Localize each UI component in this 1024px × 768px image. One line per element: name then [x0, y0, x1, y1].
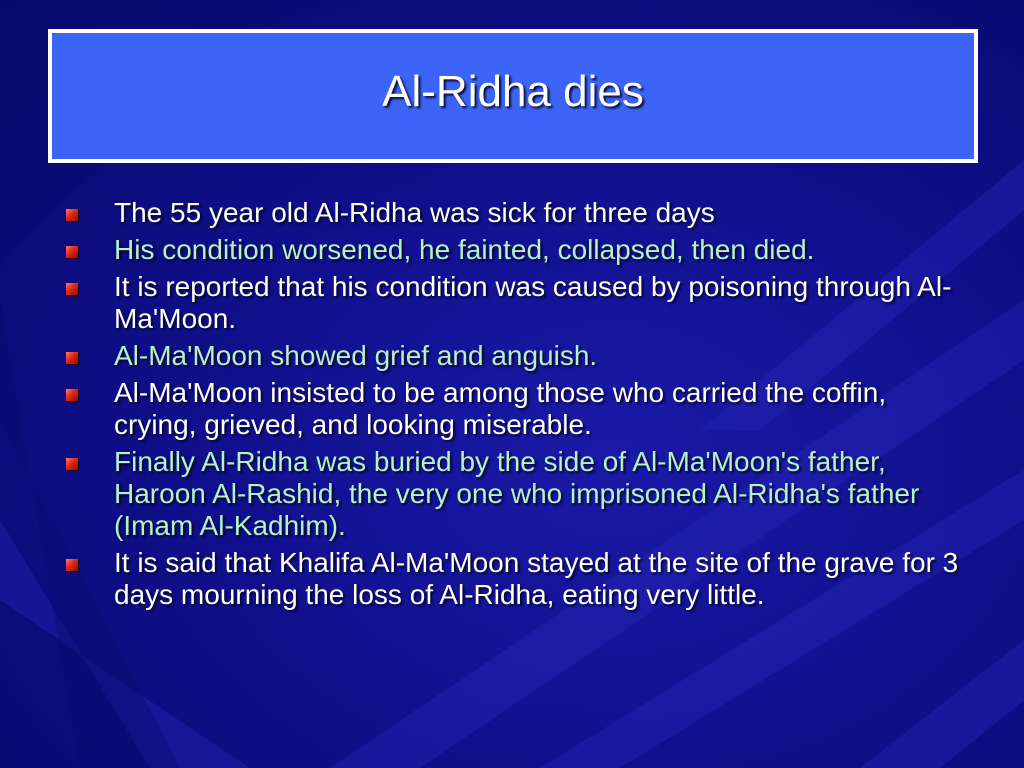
bullet-text: Finally Al-Ridha was buried by the side of Al-Ma'Moon's father, Haroon Al-Rashid, the very one who imprisoned Al-Ridha's father (Imam Al-Kadhim).	[114, 446, 920, 541]
slide-title: Al-Ridha dies	[382, 67, 644, 116]
red-square-bullet-icon	[66, 389, 78, 401]
bullet-item	[62, 547, 972, 611]
red-square-bullet-icon	[66, 246, 78, 258]
bullet-item	[62, 271, 972, 335]
red-square-bullet-icon	[66, 283, 78, 295]
bullet-text: The 55 year old Al-Ridha was sick for three days	[114, 197, 715, 228]
red-square-bullet-icon	[66, 458, 78, 470]
bullet-item	[62, 377, 972, 441]
red-square-bullet-icon	[66, 352, 78, 364]
bullet-item	[62, 340, 972, 372]
bullet-item	[62, 446, 972, 542]
bullet-text: His condition worsened, he fainted, collapsed, then died.	[114, 234, 815, 265]
bullet-text: Al-Ma'Moon showed grief and anguish.	[114, 340, 598, 371]
title-box	[48, 29, 978, 163]
bullet-text: It is said that Khalifa Al-Ma'Moon stayed at the site of the grave for 3 days mourning the loss of Al-Ridha, eating very little.	[114, 547, 959, 610]
bullet-item	[62, 197, 972, 229]
bullet-text: It is reported that his condition was caused by poisoning through Al-Ma'Moon.	[114, 271, 952, 334]
red-square-bullet-icon	[66, 209, 78, 221]
bullet-text: Al-Ma'Moon insisted to be among those who carried the coffin, crying, grieved, and looking miserable.	[114, 377, 887, 440]
red-square-bullet-icon	[66, 559, 78, 571]
bullet-item	[62, 234, 972, 266]
bullet-list	[62, 197, 972, 616]
